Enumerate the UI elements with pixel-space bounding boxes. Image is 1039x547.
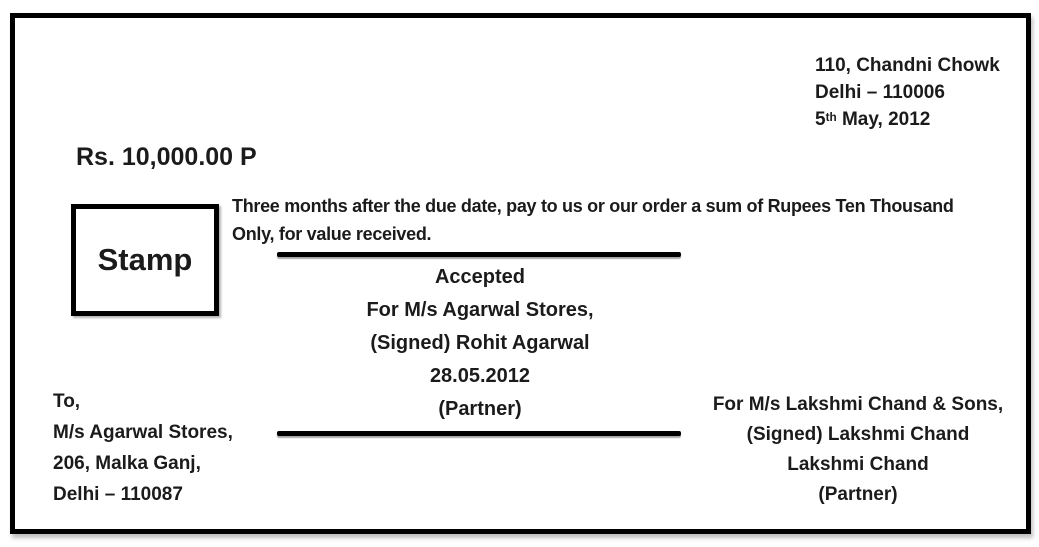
- order-text-block: [232, 192, 1032, 248]
- drawer-line4: (Partner): [818, 484, 898, 505]
- acceptance-date: 28.05.2012: [429, 365, 531, 387]
- bill-date: [815, 106, 1000, 133]
- order-text-line2: Only, for value received.: [232, 224, 432, 244]
- drawer-line2: (Signed) Lakshmi Chand: [746, 424, 970, 445]
- drawee-address-block: [53, 386, 233, 510]
- acceptance-top-rule: [277, 252, 681, 257]
- order-text-line1: Three months after the due date, pay to us or our order a sum of Rupees Ten Thousand: [232, 196, 954, 216]
- drawee-line4: Delhi – 110087: [53, 484, 183, 505]
- payee-address-line1: 110, Chandni Chowk: [815, 55, 1000, 76]
- drawee-line2: M/s Agarwal Stores,: [53, 422, 233, 443]
- acceptance-firm: For M/s Agarwal Stores,: [366, 299, 594, 321]
- drawee-line3: 206, Malka Ganj,: [53, 453, 201, 474]
- acceptance-block: [280, 261, 680, 426]
- acceptance-title: Accepted: [434, 266, 526, 288]
- acceptance-bottom-rule: [277, 431, 681, 436]
- amount-line: Rs. 10,000.00 P: [76, 143, 257, 171]
- bill-date-rest: May, 2012: [836, 109, 931, 130]
- acceptance-designation: (Partner): [438, 398, 522, 420]
- drawer-signature-block: [688, 390, 1028, 510]
- stamp-box: [71, 204, 219, 316]
- bill-date-day: 5: [815, 109, 826, 130]
- drawer-line1: For M/s Lakshmi Chand & Sons,: [712, 394, 1004, 415]
- payee-address-line2: Delhi – 110006: [815, 82, 945, 103]
- drawer-line3: Lakshmi Chand: [787, 454, 929, 475]
- drawee-line1: To,: [53, 391, 81, 412]
- payee-address-block: [815, 52, 1000, 133]
- stamp-label: Stamp: [97, 242, 193, 277]
- acceptance-signature: (Signed) Rohit Agarwal: [370, 332, 590, 354]
- bill-date-ordinal: th: [825, 111, 837, 125]
